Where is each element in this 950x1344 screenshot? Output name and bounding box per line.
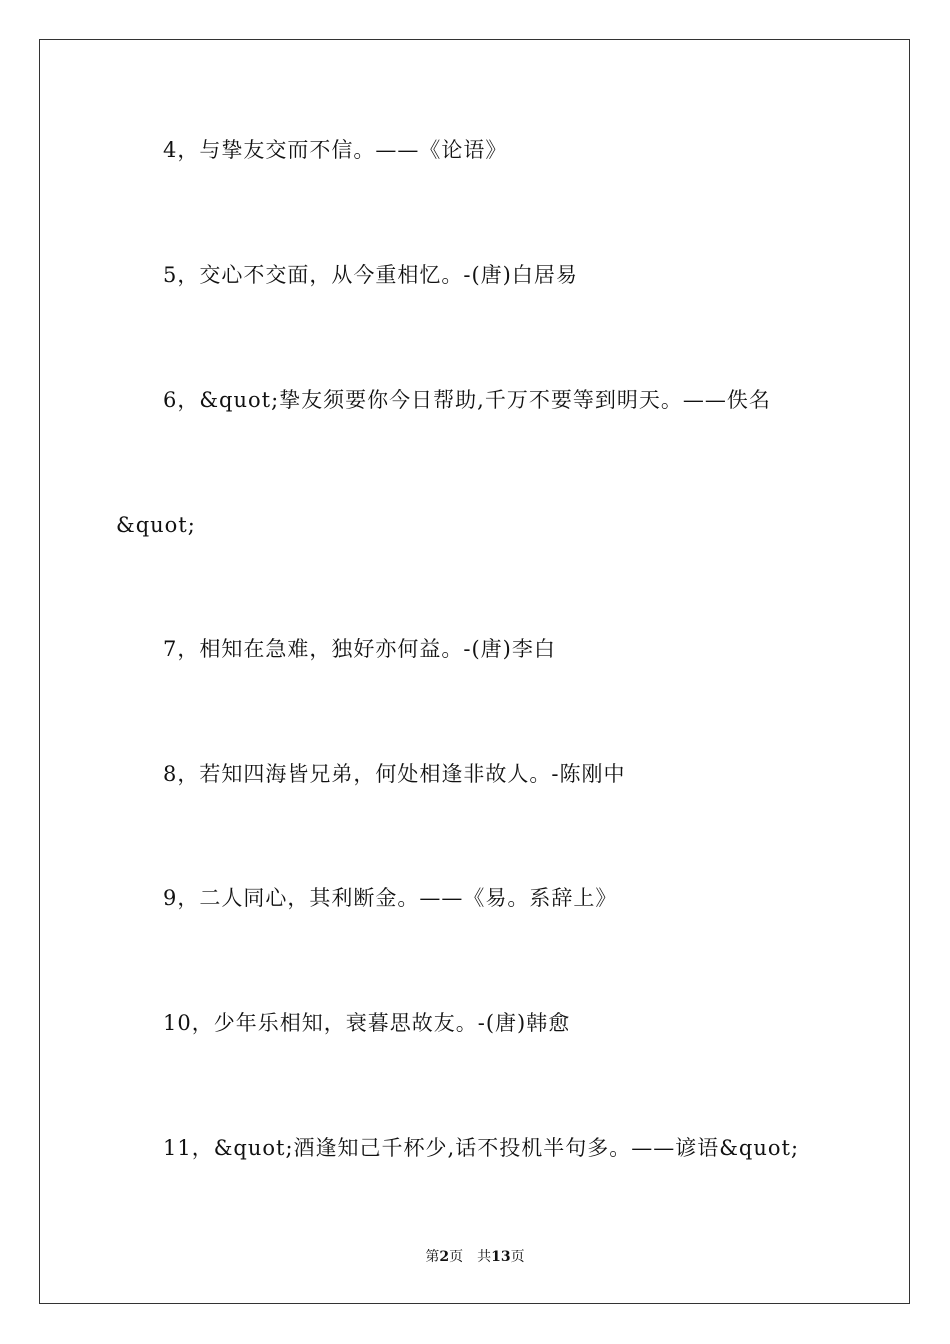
page-prefix: 第 [425,1249,440,1265]
page-current-number: 2 [439,1249,450,1265]
quote-line-7: 7，相知在急难，独好亦何益。-(唐)李白 [163,637,556,661]
page-border [39,39,910,1304]
quote-line-5: 5，交心不交面，从今重相忆。-(唐)白居易 [163,263,578,287]
quote-line-4: 4，与挚友交而不信。——《论语》 [163,138,508,162]
total-prefix: 共 [477,1249,492,1265]
page-total-number: 13 [491,1249,511,1265]
page-suffix: 页 [449,1249,464,1265]
quote-line-6: 6，&quot;挚友须要你今日帮助,千万不要等到明天。——佚名 [163,388,771,412]
quote-line-6-continuation: &quot; [116,513,196,537]
quote-line-11: 11，&quot;酒逢知己千杯少,话不投机半句多。——谚语&quot; [163,1136,800,1160]
total-suffix: 页 [510,1249,525,1265]
page-footer [0,1248,950,1266]
quote-line-10: 10，少年乐相知，衰暮思故友。-(唐)韩愈 [163,1011,571,1035]
quote-line-8: 8，若知四海皆兄弟，何处相逢非故人。-陈刚中 [163,762,626,786]
quote-line-9: 9，二人同心，其利断金。——《易。系辞上》 [163,886,618,910]
